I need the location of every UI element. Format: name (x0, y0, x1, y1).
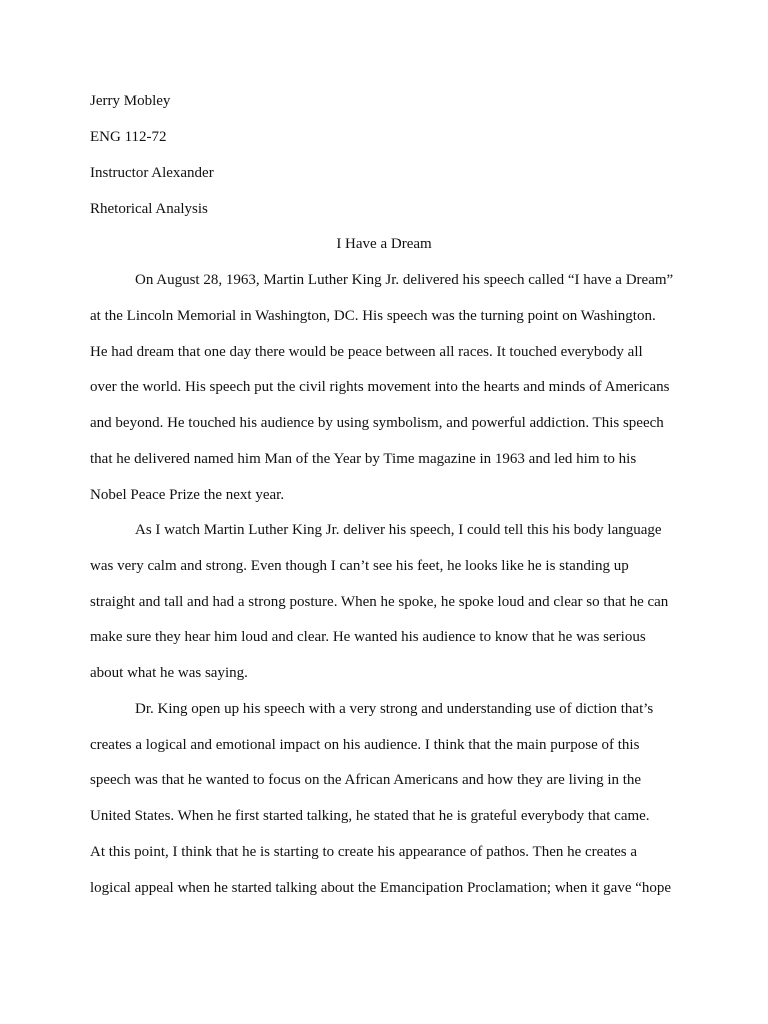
paragraph-1-line-2: at the Lincoln Memorial in Washington, DC. His speech was the turning point on Washington. (90, 308, 656, 324)
paragraph-1-line-1: On August 28, 1963, Martin Luther King Jr. delivered his speech called “I have a Dream” (135, 272, 674, 288)
paragraph-1-line-3: He had dream that one day there would be peace between all races. It touched everybody all (90, 344, 643, 360)
author-name: Jerry Mobley (90, 93, 171, 109)
paragraph-2-line-2: was very calm and strong. Even though I can’t see his feet, he looks like he is standing up (90, 558, 629, 574)
paragraph-1-line-4: over the world. His speech put the civil rights movement into the hearts and minds of Americans (90, 379, 670, 395)
paragraph-2-line-5: about what he was saying. (90, 665, 248, 681)
paragraph-3-line-1: Dr. King open up his speech with a very strong and understanding use of diction that’s (135, 701, 654, 717)
assignment-type: Rhetorical Analysis (90, 201, 208, 217)
paragraph-2-line-1: As I watch Martin Luther King Jr. deliver his speech, I could tell this his body language (135, 522, 662, 538)
paragraph-1-line-5: and beyond. He touched his audience by using symbolism, and powerful addiction. This speech (90, 415, 664, 431)
paragraph-3-line-3: speech was that he wanted to focus on the African Americans and how they are living in the (90, 772, 642, 788)
paragraph-1-line-7: Nobel Peace Prize the next year. (90, 487, 285, 503)
essay-title: I Have a Dream (336, 236, 432, 252)
instructor-name: Instructor Alexander (90, 165, 214, 181)
paragraph-3-line-6: logical appeal when he started talking about the Emancipation Proclamation; when it gave “hope (90, 880, 672, 896)
paragraph-2-line-4: make sure they hear him loud and clear. He wanted his audience to know that he was serious (90, 629, 646, 645)
paragraph-3-line-2: creates a logical and emotional impact on his audience. I think that the main purpose of this (90, 737, 640, 753)
paragraph-3-line-4: United States. When he first started talking, he stated that he is grateful everybody that came. (90, 808, 650, 824)
paragraph-2-line-3: straight and tall and had a strong posture. When he spoke, he spoke loud and clear so that he can (90, 594, 669, 610)
course-code: ENG 112-72 (90, 129, 167, 145)
paragraph-1-line-6: that he delivered named him Man of the Year by Time magazine in 1963 and led him to his (90, 451, 637, 467)
paragraph-3-line-5: At this point, I think that he is starting to create his appearance of pathos. Then he creates a (90, 844, 638, 860)
